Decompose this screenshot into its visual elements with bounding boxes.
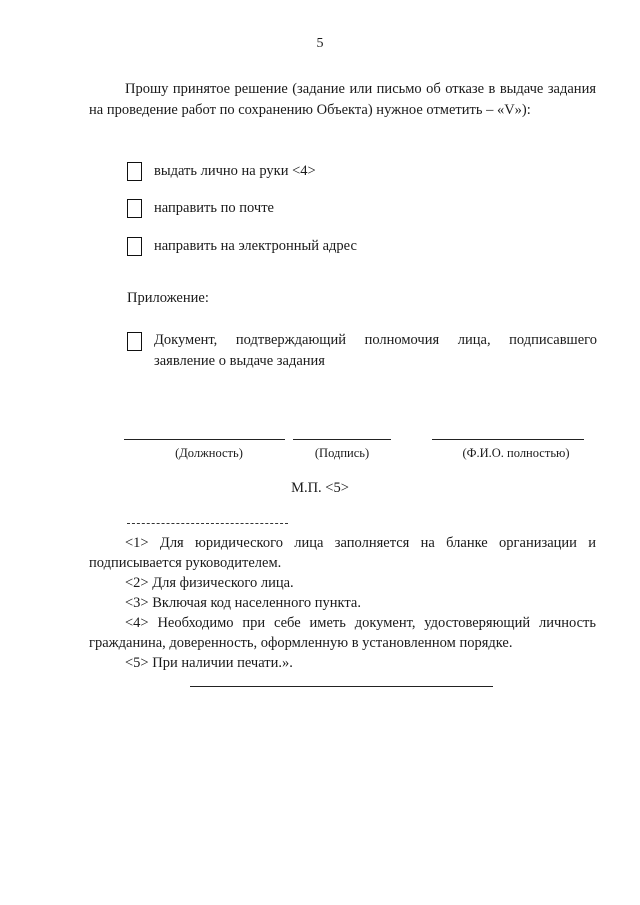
option-label: направить на электронный адрес xyxy=(154,238,357,254)
checkbox[interactable] xyxy=(127,162,142,181)
option-label: выдать лично на руки <4> xyxy=(154,163,316,179)
name-caption: (Ф.И.О. полностью) xyxy=(462,446,570,460)
footnote: <2> Для физического лица. xyxy=(125,575,294,591)
page-number: 5 xyxy=(316,36,324,51)
appendix-title: Приложение: xyxy=(127,290,209,306)
option-email[interactable] xyxy=(127,237,357,256)
checkbox[interactable] xyxy=(127,332,142,351)
checkbox[interactable] xyxy=(127,199,142,218)
option-label: направить по почте xyxy=(154,200,274,216)
footnote: <3> Включая код населенного пункта. xyxy=(125,595,361,611)
stamp-place: М.П. <5> xyxy=(291,480,349,496)
footnote: <4> Необходимо при себе иметь документ, удостоверяющий личность гражданина, доверенность, оформленную в установленном порядке. xyxy=(89,615,596,651)
footnote-separator xyxy=(127,523,288,524)
name-line xyxy=(432,439,584,440)
footnote: <5> При наличии печати.». xyxy=(125,655,293,671)
checkbox[interactable] xyxy=(127,237,142,256)
position-caption: (Должность) xyxy=(175,446,243,460)
position-line xyxy=(124,439,285,440)
appendix-item[interactable] xyxy=(127,332,597,372)
intro-paragraph: Прошу принятое решение (задание или письмо об отказе в выдаче задания на проведение работ по сохранению Объекта) нужное отметить – «V»): xyxy=(89,81,596,118)
option-hand-delivery[interactable] xyxy=(127,162,316,181)
closing-rule xyxy=(190,686,493,687)
signature-caption: (Подпись) xyxy=(314,446,370,460)
appendix-item-label: Документ, подтверждающий полномочия лица, подписавшего заявление о выдаче задания xyxy=(154,332,597,369)
option-post[interactable] xyxy=(127,199,274,218)
footnotes xyxy=(89,533,596,673)
signature-line xyxy=(293,439,391,440)
footnote: <1> Для юридического лица заполняется на бланке организации и подписывается руководителем. xyxy=(89,535,596,571)
